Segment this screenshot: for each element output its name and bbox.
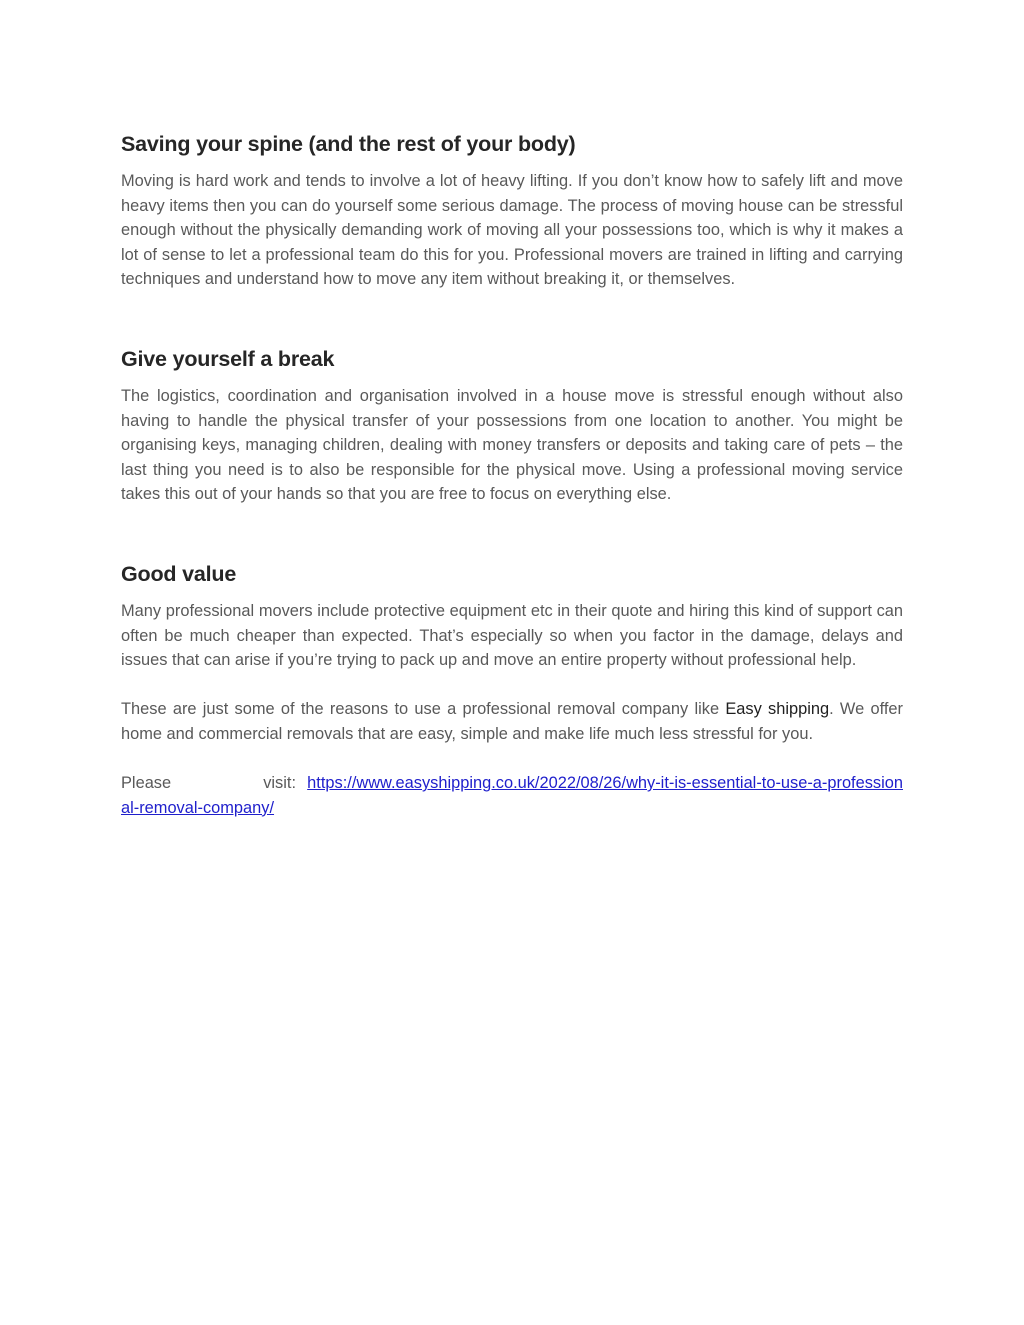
visit-label: Please visit: xyxy=(121,774,296,793)
article-link[interactable]: https://www.easyshipping.co.uk/2022/08/26/why-it-is-essential-to-use-a-professional-removal-company/ xyxy=(121,774,903,817)
section-body-give-break: The logistics, coordination and organisation involved in a house move is stressful enough without also having to handle the physical transfer of your possessions from one location to another. You might be organising keys, managing children, dealing with money transfers or deposits and taking care of pets – the last thing you need is to also be responsible for the physical move. Using a professional moving service takes this out of your hands so that you are free to focus on everything else. xyxy=(121,386,903,504)
closing-text-start: These are just some of the reasons to use a professional removal company like xyxy=(121,700,726,719)
closing-paragraph xyxy=(121,697,903,746)
section-heading-give-break: Give yourself a break xyxy=(121,346,335,371)
section-body-saving-spine: Moving is hard work and tends to involve a lot of heavy lifting. If you don’t know how to safely lift and move heavy items then you can do yourself some serious damage. The process of moving house can be stressful enough without the physically demanding work of moving all your possessions too, which is why it makes a lot of sense to let a professional team do this for you. Professional movers are trained in lifting and carrying techniques and understand how to move any item without breaking it, or themselves. xyxy=(121,172,903,289)
document-page xyxy=(121,126,903,820)
company-name: Easy shipping xyxy=(725,700,830,719)
closing-text-end: . We offer home and commercial removals that are easy, simple and make life much less stressful for you. xyxy=(121,700,903,743)
visit-paragraph xyxy=(121,771,903,820)
section-body-good-value: Many professional movers include protective equipment etc in their quote and hiring this kind of support can often be much cheaper than expected. That’s especially so when you factor in the damage, delays and issues that can arise if you’re trying to pack up and move an entire property without professional help. xyxy=(121,601,903,670)
section-heading-good-value: Good value xyxy=(121,561,237,586)
section-heading-saving-spine: Saving your spine (and the rest of your body) xyxy=(121,132,576,156)
